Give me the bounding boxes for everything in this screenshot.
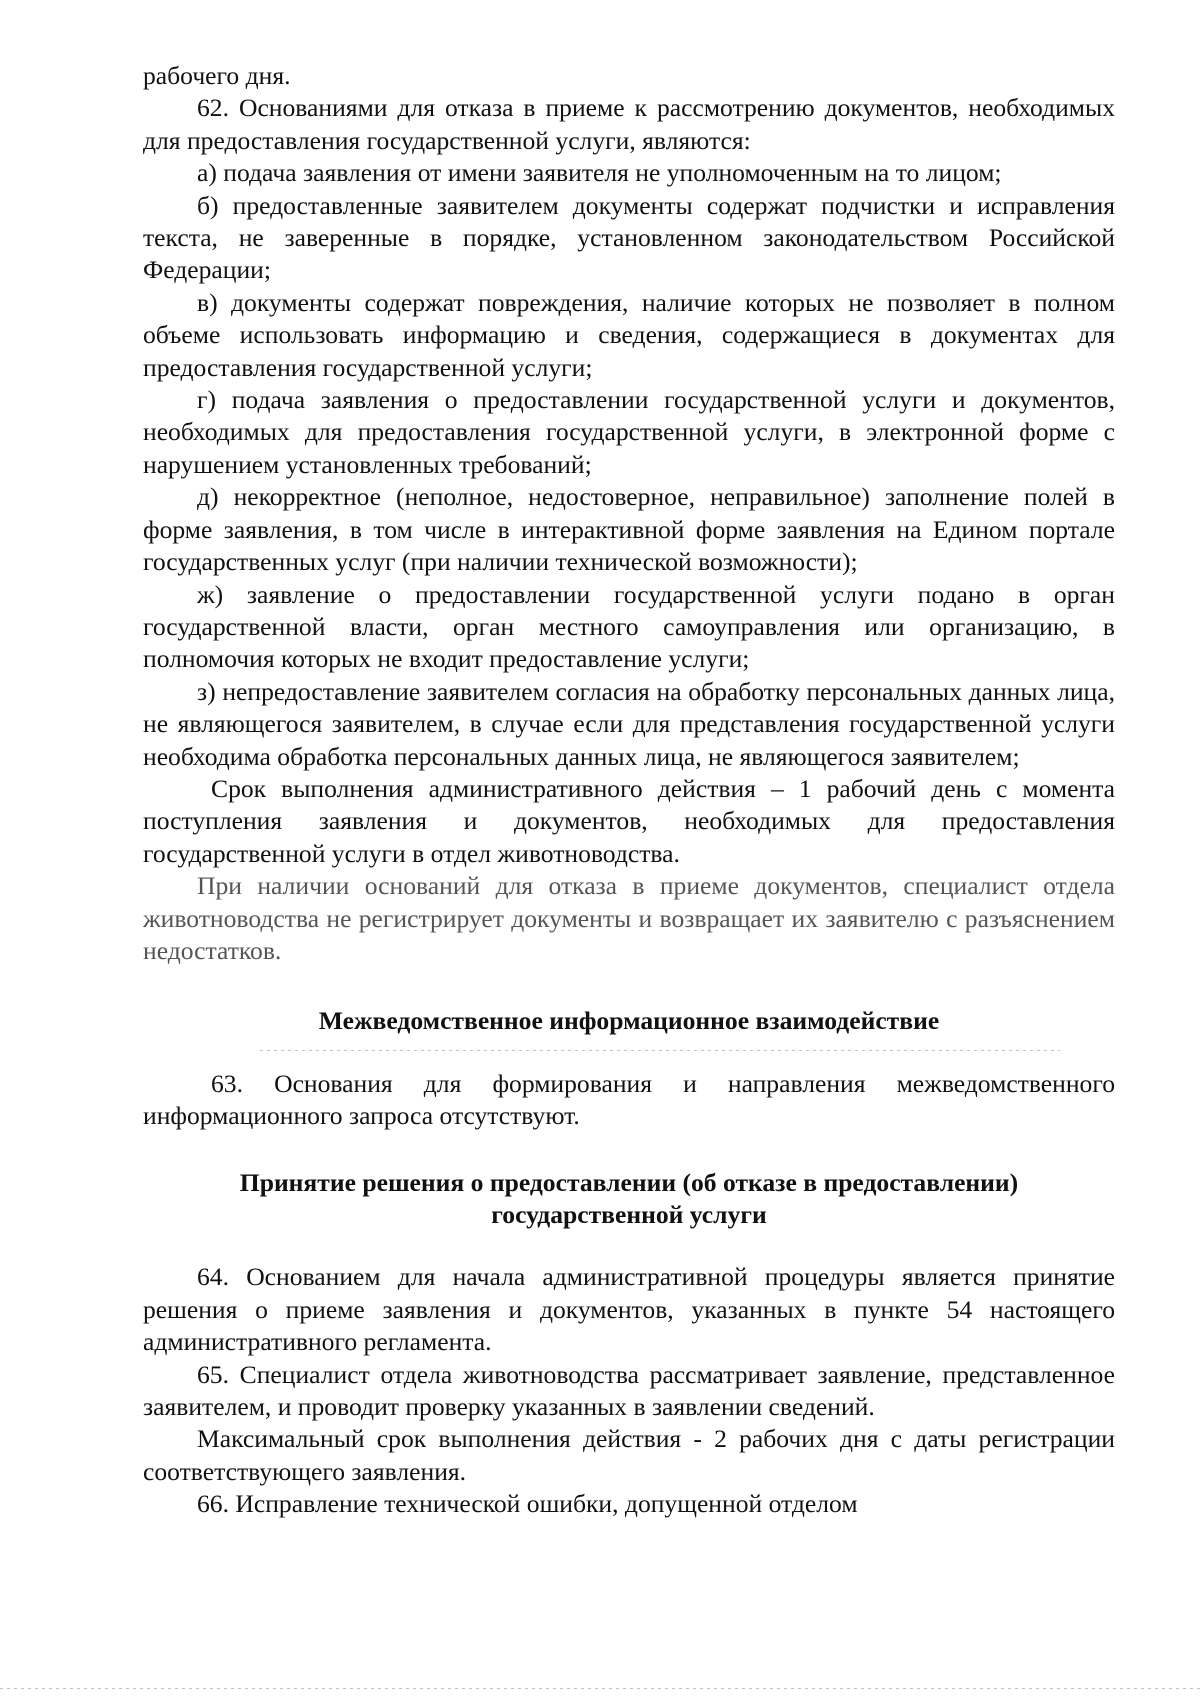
item-d: д) некорректное (неполное, недостоверное, неправильное) заполнение полей в форме заявления, в том числе в интерактивной форме заявления на Едином портале государственных услуг (при наличии технической возможности);: [143, 482, 1115, 577]
section-heading-interagency: Межведомственное информационное взаимодействие: [318, 1006, 940, 1036]
paragraph-63: 63. Основания для формирования и направления межведомственного информационного запроса отсутствуют.: [143, 1068, 1115, 1131]
section-heading-decision-line1: Принятие решения о предоставлении (об отказе в предоставлении): [239, 1167, 1019, 1197]
item-zh: ж) заявление о предоставлении государственной услуги подано в орган государственной власти, орган местного самоуправления или организацию, в полномочия которых не входит предоставление услуги;: [143, 579, 1115, 674]
paragraph-64: 64. Основанием для начала административной процедуры является принятие решения о приеме заявления и документов, указанных в пункте 54 настоящего административного регламента.: [143, 1262, 1115, 1357]
paragraph-continuation: рабочего дня.: [143, 61, 291, 90]
paragraph-refusal: При наличии оснований для отказа в приеме документов, специалист отдела животноводства не регистрирует документы и возвращает их заявителю с разъяснением недостатков.: [143, 871, 1115, 965]
paragraph-66: 66. Исправление технической ошибки, допущенной отделом: [197, 1489, 858, 1519]
paragraph-deadline: Срок выполнения административного действия – 1 рабочий день с момента поступления заявления и документов, необходимых для предоставления государственной услуги в отдел животноводства.: [143, 773, 1115, 868]
item-v: в) документы содержат повреждения, наличие которых не позволяет в полном объеме использовать информацию и сведения, содержащиеся в документах для предоставления государственной услуги;: [143, 287, 1115, 382]
paragraph-62: 62. Основаниями для отказа в приеме к рассмотрению документов, необходимых для предоставления государственной услуги, являются:: [143, 93, 1115, 155]
section-heading-decision-line2: государственной услуги: [491, 1200, 767, 1229]
item-a: а) подача заявления от имени заявителя не уполномоченным на то лицом;: [197, 158, 1002, 188]
document-page: [143, 60, 1115, 1521]
item-z: з) непредоставление заявителем согласия на обработку персональных данных лица, не являющегося заявителем, в случае если для представления государственной услуги необходима обработка персональных данных лица, не являющегося заявителем;: [143, 676, 1115, 771]
item-g: г) подача заявления о предоставлении государственной услуги и документов, необходимых для предоставления государственной услуги, в электронной форме с нарушением установленных требований;: [143, 385, 1115, 479]
paragraph-max-term: Максимальный срок выполнения действия - 2 рабочих дня с даты регистрации соответствующего заявления.: [143, 1424, 1115, 1486]
paragraph-65: 65. Специалист отдела животноводства рассматривает заявление, представленное заявителем, и проводит проверку указанных в заявлении сведений.: [143, 1359, 1115, 1422]
scan-artifact-line-bottom: [0, 1688, 1200, 1689]
item-b: б) предоставленные заявителем документы содержат подчистки и исправления текста, не заверенные в порядке, установленном законодательством Российской Федерации;: [143, 190, 1115, 285]
